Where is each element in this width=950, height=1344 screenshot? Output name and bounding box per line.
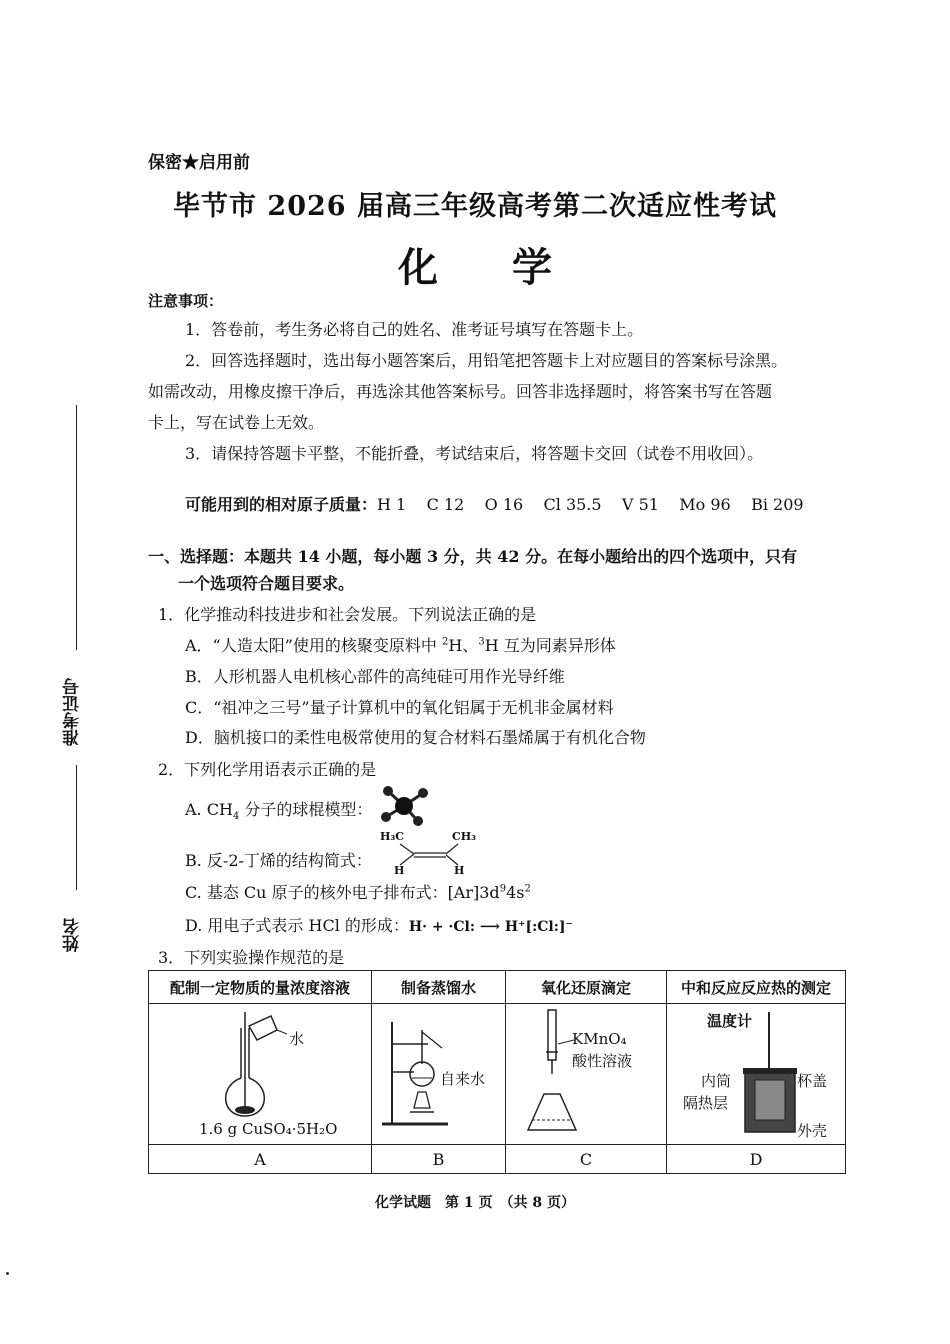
label-cell-a: A <box>149 1145 372 1174</box>
page-footer: 化学试题 第 1 页 （共 8 页） <box>375 1195 575 1211</box>
q2-option-d <box>185 913 573 936</box>
q2-stem: 2．下列化学用语表示正确的是 <box>158 760 377 779</box>
inner-cup-label: 内筒 <box>701 1072 732 1090</box>
atomic-mass-label: 可能用到的相对原子质量： <box>185 495 378 514</box>
q2-c-sup-2: 2 <box>524 883 531 895</box>
q1-a-pre: A．“人造太阳”使用的核聚变原料中 <box>185 636 443 655</box>
kmno4-label: KMnO₄ <box>572 1030 627 1048</box>
q1-stem: 1．化学推动科技进步和社会发展。下列说法正确的是 <box>158 605 537 624</box>
trans-2-butene-structure <box>380 830 480 880</box>
q2-option-c <box>185 880 531 903</box>
header-cell-a: 配制一定物质的量浓度溶液 <box>149 971 372 1004</box>
q2-option-b: B. 反-2-丁烯的结构简式： <box>185 851 372 870</box>
ch4-ball-stick-model <box>378 783 430 829</box>
apparatus-cell-a <box>149 1004 372 1145</box>
name-label: 姓名 <box>63 918 83 952</box>
thermometer-label: 温度计 <box>707 1012 753 1030</box>
q2-a-pre: A. CH <box>185 800 233 819</box>
label-cell-b: B <box>372 1145 506 1174</box>
notice-item-3: 3．请保持答题卡平整，不能折叠，考试结束后，将答题卡交回（试卷不用收回）。 <box>185 444 764 463</box>
header-cell-c: 氧化还原滴定 <box>506 971 667 1004</box>
q1-option-d: D．脑机接口的柔性电极常使用的复合材料石墨烯属于有机化合物 <box>185 728 646 747</box>
header-cell-b: 制备蒸馏水 <box>372 971 506 1004</box>
atomic-mass-line <box>185 492 804 515</box>
volumetric-flask-diagram <box>209 1008 309 1120</box>
apparatus-cell-b <box>372 1004 506 1145</box>
h-atom-right: H <box>454 864 465 877</box>
section-1-line-2: 一个选项符合题目要求。 <box>178 574 355 593</box>
confidential-mark: 保密★启用前 <box>148 153 250 173</box>
experiment-table <box>148 970 846 1174</box>
notice-heading: 注意事项： <box>148 292 224 310</box>
atomic-mass-values: H 1 C 12 O 16 Cl 35.5 V 51 Mo 96 Bi 209 <box>377 495 804 514</box>
q1-option-b: B．人形机器人电机核心部件的高纯硅可用作光导纤维 <box>185 667 565 686</box>
section-1-line-1: 一、选择题：本题共 14 小题，每小题 3 分，共 42 分。在每小题给出的四个选项中，只有 <box>148 547 798 566</box>
q2-a-sub: 4 <box>232 811 240 823</box>
h3c-group: H₃C <box>380 830 404 843</box>
q1-a-sup-2: 3 <box>478 636 485 648</box>
q1-a-sup-1: 2 <box>442 636 449 648</box>
subject-title: 化 学 <box>398 244 582 291</box>
exam-title: 毕节市 2026 届高三年级高考第二次适应性考试 <box>173 191 777 222</box>
q2-d-pre: D. 用电子式表示 HCl 的形成： <box>185 916 409 935</box>
h-atom-left: H <box>394 864 405 877</box>
hcl-electron-formula: H· + ·Cl: ⟶ H⁺[:Cl:]⁻ <box>408 919 573 935</box>
binding-line-top <box>76 405 77 650</box>
notice-item-1: 1．答卷前，考生务必将自己的姓名、准考证号填写在答题卡上。 <box>185 320 644 339</box>
cuso4-mass-label: 1.6 g CuSO₄·5H₂O <box>199 1120 338 1138</box>
q2-a-post: 分子的球棍模型： <box>239 800 373 819</box>
q3-stem: 3．下列实验操作规范的是 <box>158 948 345 967</box>
label-cell-d: D <box>667 1145 846 1174</box>
q1-option-c: C．“祖冲之三号”量子计算机中的氧化铝属于无机非金属材料 <box>185 698 614 717</box>
insulation-label: 隔热层 <box>683 1094 729 1112</box>
titration-diagram <box>520 1008 590 1136</box>
notice-item-2-line-2: 如需改动，用橡皮擦干净后，再选涂其他答案标号。回答非选择题时，将答案书写在答题 <box>148 382 773 401</box>
q1-option-a <box>185 633 616 656</box>
apparatus-cell-c <box>506 1004 667 1145</box>
q1-a-mid: H、 <box>448 636 479 655</box>
binding-line-middle <box>76 765 77 890</box>
scan-dot <box>6 1272 9 1275</box>
lid-label: 杯盖 <box>797 1072 828 1090</box>
tap-water-label: 自来水 <box>440 1070 486 1088</box>
label-cell-c: C <box>506 1145 667 1174</box>
apparatus-cell-d <box>667 1004 846 1145</box>
water-label: 水 <box>289 1030 305 1048</box>
q1-a-post: H 互为同素异形体 <box>484 636 616 655</box>
acid-solution-label: 酸性溶液 <box>572 1052 633 1070</box>
exam-number-label: 准考证号 <box>63 678 83 746</box>
header-cell-d: 中和反应反应热的测定 <box>667 971 846 1004</box>
ch3-group: CH₃ <box>452 830 476 843</box>
outer-shell-label: 外壳 <box>797 1122 828 1140</box>
butene-bonds <box>380 830 480 880</box>
q2-option-a <box>185 797 372 822</box>
q2-c-sup-1: 9 <box>499 883 507 895</box>
notice-item-2-line-1: 2．回答选择题时，选出每小题答案后，用铅笔把答题卡上对应题目的答案标号涂黑。 <box>185 351 788 370</box>
notice-item-2-line-3: 卡上，写在试卷上无效。 <box>148 413 325 432</box>
q2-c-pre: C. 基态 Cu 原子的核外电子排布式：[Ar]3d <box>185 883 500 902</box>
q2-c-mid: 4s <box>506 883 525 902</box>
